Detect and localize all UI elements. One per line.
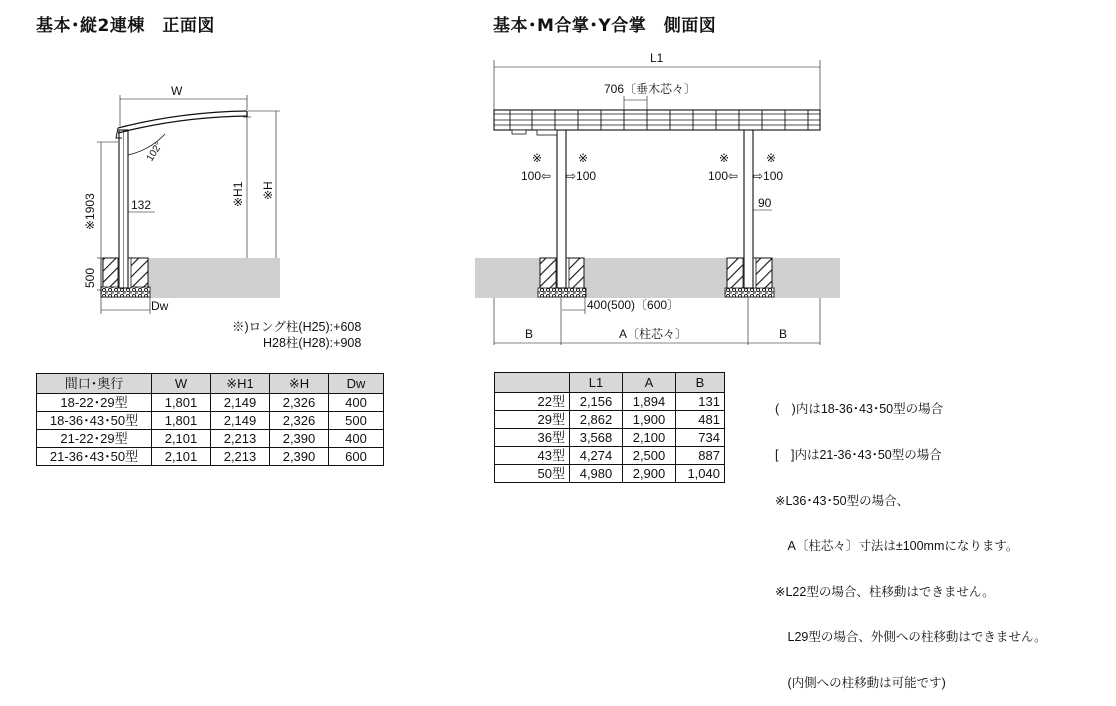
label-400: 400(500)〔600〕	[587, 298, 680, 312]
table-cell: 600	[329, 448, 384, 466]
label-h: ※H	[261, 181, 275, 200]
side-view-drawing	[475, 51, 840, 345]
front-table-header-row	[37, 374, 384, 394]
long-post-note-1: ※)ロング柱(H25):+608	[232, 320, 362, 334]
side-th-l1: L1	[570, 373, 623, 393]
table-cell: 400	[329, 394, 384, 412]
front-view-title: 基本･縦2連棟 正面図	[36, 16, 215, 36]
table-cell: 3,568	[570, 429, 623, 447]
label-h1: ※H1	[231, 181, 245, 207]
note-line: ※L36･43･50型の場合、	[775, 493, 910, 508]
label-132: 132	[131, 198, 152, 212]
table-cell: 2,101	[152, 430, 211, 448]
side-th-b: B	[676, 373, 725, 393]
table-cell: 1,040	[676, 465, 725, 483]
label-w: W	[171, 84, 183, 98]
note-line: ( )内は18-36･43･50型の場合	[775, 402, 944, 417]
table-cell: 2,149	[211, 412, 270, 430]
table-row	[495, 465, 725, 483]
table-cell: 734	[676, 429, 725, 447]
front-th-size: 間口･奥行	[37, 374, 152, 394]
note-line: [ ]内は21-36･43･50型の場合	[775, 448, 942, 463]
side-table-header-row	[495, 373, 725, 393]
table-row	[495, 429, 725, 447]
table-cell: 4,274	[570, 447, 623, 465]
label-a: A〔柱芯々〕	[619, 327, 688, 341]
long-post-note-2: H28柱(H28):+908	[263, 336, 362, 350]
label-90: 90	[758, 196, 772, 210]
label-l1: L1	[650, 51, 664, 65]
table-cell: 2,213	[211, 430, 270, 448]
table-cell: 18-22･29型	[37, 394, 152, 412]
table-cell: 18-36･43･50型	[37, 412, 152, 430]
notes-block	[775, 372, 1047, 706]
label-706: 706〔垂木芯々〕	[604, 82, 697, 96]
label-500: 500	[83, 267, 97, 288]
side-th-a: A	[623, 373, 676, 393]
table-cell: 2,326	[270, 394, 329, 412]
table-cell: 2,149	[211, 394, 270, 412]
side-ground	[475, 258, 840, 298]
table-row	[495, 447, 725, 465]
front-th-dw: Dw	[329, 374, 384, 394]
table-cell: 50型	[495, 465, 570, 483]
table-cell: 400	[329, 430, 384, 448]
label-mark-left-a: ※	[532, 151, 543, 165]
side-post-right	[744, 129, 753, 288]
front-th-w: W	[152, 374, 211, 394]
table-cell: 2,213	[211, 448, 270, 466]
table-cell: 2,156	[570, 393, 623, 411]
label-pair-left-b: ⇨100	[566, 169, 597, 183]
table-cell: 500	[329, 412, 384, 430]
table-cell: 2,500	[623, 447, 676, 465]
label-b-left: B	[525, 327, 534, 341]
table-cell: 1,900	[623, 411, 676, 429]
note-line: L29型の場合、外側への柱移動はできません。	[775, 630, 1047, 645]
table-cell: 1,894	[623, 393, 676, 411]
table-cell: 481	[676, 411, 725, 429]
label-angle: 102°	[144, 140, 166, 164]
label-pair-left-a: 100⇦	[521, 169, 552, 183]
table-row	[495, 411, 725, 429]
label-1903: ※1903	[83, 193, 97, 230]
long-post-note	[232, 319, 361, 351]
note-line: (内側への柱移動は可能です)	[775, 676, 946, 691]
label-pair-right-a: 100⇦	[708, 169, 739, 183]
table-row	[37, 448, 384, 466]
table-cell: 29型	[495, 411, 570, 429]
label-mark-right-b: ※	[766, 151, 777, 165]
front-roof	[118, 111, 247, 128]
front-th-h1: ※H1	[211, 374, 270, 394]
table-cell: 887	[676, 447, 725, 465]
table-cell: 131	[676, 393, 725, 411]
table-cell: 22型	[495, 393, 570, 411]
table-cell: 43型	[495, 447, 570, 465]
label-dw: Dw	[151, 299, 169, 313]
front-th-h: ※H	[270, 374, 329, 394]
front-spec-table	[36, 373, 384, 466]
table-cell: 36型	[495, 429, 570, 447]
table-row	[495, 393, 725, 411]
table-cell: 2,390	[270, 430, 329, 448]
note-line: A〔柱芯々〕寸法は±100mmになります。	[775, 539, 1019, 554]
label-mark-left-b: ※	[578, 151, 589, 165]
table-cell: 1,801	[152, 394, 211, 412]
label-pair-right-b: ⇨100	[753, 169, 784, 183]
table-row	[37, 394, 384, 412]
side-post-left	[557, 129, 566, 288]
side-view-title: 基本･M合掌･Y合掌 側面図	[493, 16, 717, 36]
table-cell: 2,326	[270, 412, 329, 430]
table-cell: 2,862	[570, 411, 623, 429]
table-cell: 1,801	[152, 412, 211, 430]
front-view-drawing	[83, 84, 280, 314]
table-cell: 21-36･43･50型	[37, 448, 152, 466]
table-cell: 4,980	[570, 465, 623, 483]
table-cell: 2,101	[152, 448, 211, 466]
table-cell: 21-22･29型	[37, 430, 152, 448]
label-mark-right-a: ※	[719, 151, 730, 165]
table-cell: 2,100	[623, 429, 676, 447]
table-row	[37, 412, 384, 430]
table-row	[37, 430, 384, 448]
note-line: ※L22型の場合、柱移動はできません。	[775, 584, 995, 599]
side-th-blank	[495, 373, 570, 393]
side-spec-table	[494, 372, 725, 483]
table-cell: 2,900	[623, 465, 676, 483]
table-cell: 2,390	[270, 448, 329, 466]
label-b-right: B	[779, 327, 788, 341]
